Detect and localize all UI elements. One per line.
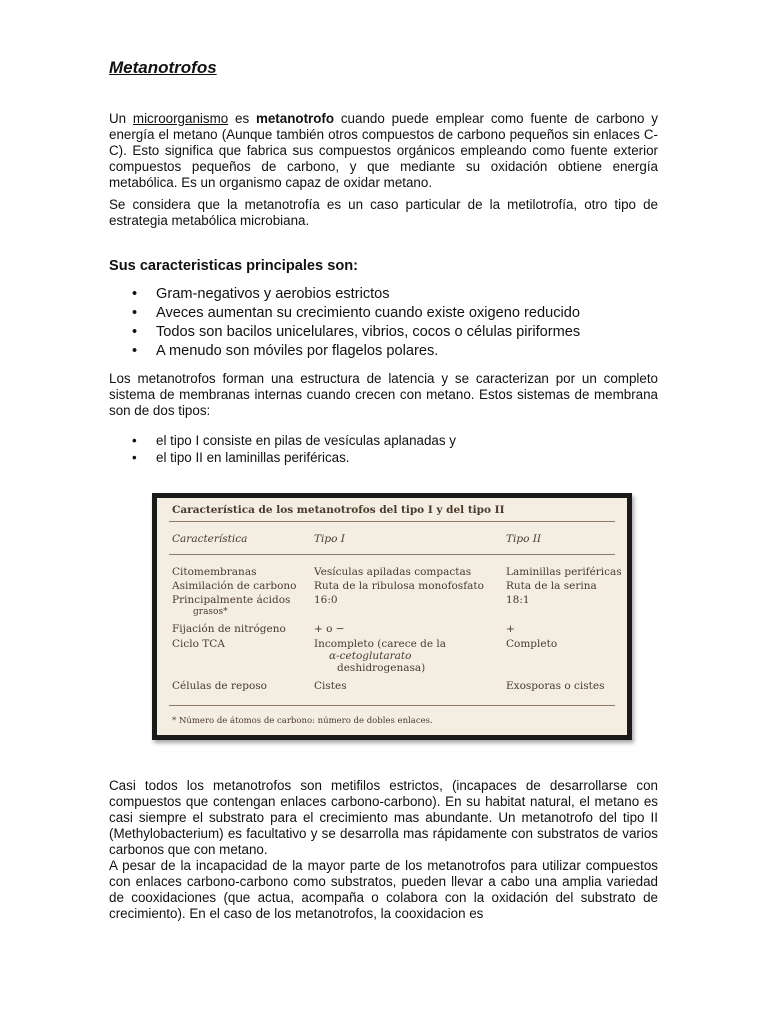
list-item-text: Todos son bacilos unicelulares, vibrios, cocos o células piriformes [156, 324, 581, 340]
list-item [109, 449, 456, 466]
table-cell: Ruta de la serina [506, 580, 597, 592]
table-cell: Laminillas periféricas [506, 566, 622, 578]
list-item-text: el tipo I consiste en pilas de vesículas aplanadas y [156, 433, 456, 448]
list-item-text: Aveces aumentan su crecimiento cuando existe oxigeno reducido [156, 305, 581, 321]
list-item-text: Gram-negativos y aerobios estrictos [156, 286, 390, 302]
table-cell: deshidrogenasa) [337, 662, 426, 674]
list-item-text: el tipo II en laminillas periféricas. [156, 450, 350, 465]
bullet-icon: • [132, 286, 138, 302]
table-cell: Principalmente ácidos [172, 594, 291, 606]
header-tipo-1: Tipo I [314, 533, 345, 545]
page-title: Metanotrofos [109, 58, 217, 77]
table-cell: Exosporas o cistes [506, 680, 605, 692]
table-cell: Completo [506, 638, 558, 650]
figure-rule-bottom [169, 705, 615, 706]
table-cell: Fijación de nitrógeno [172, 623, 286, 635]
membrane-types-list [109, 432, 456, 466]
intro-text-rest: cuando puede emplear como fuente de carbono y energía el metano (Aunque también otros compuestos de carbono pequeños sin enlaces C-C). Esto significa que fabrica sus compuestos orgánicos empleando como fuente exterior compuestos pequeños de carbono, y que mediante su oxidación obtiene energía metabólica. Es un organismo capaz de oxidar metano. [109, 111, 658, 190]
figure-rule-header [169, 554, 615, 555]
bullet-icon: • [132, 433, 137, 448]
intro-text-mid: es [228, 111, 256, 126]
figure-title: Característica de los metanotrofos del tipo I y del tipo II [172, 504, 505, 516]
table-cell: Citomembranas [172, 566, 257, 578]
table-cell: + [506, 623, 515, 635]
table-cell: 18:1 [506, 594, 530, 606]
table-cell: 16:0 [314, 594, 338, 606]
table-cell: Ciclo TCA [172, 638, 225, 650]
intro-paragraph-2: Se considera que la metanotrofía es un caso particular de la metilotrofía, otro tipo de estrategia metabólica microbiana. [109, 197, 658, 228]
bullet-icon: • [132, 305, 138, 321]
list-item [109, 304, 580, 323]
body-paragraph-1: Casi todos los metanotrofos son metifilos estrictos, (incapaces de desarrollarse con compuestos que contengan enlaces carbono-carbono). En su habitat natural, el metano es casi siempre el substrato para el crecimiento mas abundante. Un metanotrofo del tipo II (Methylobacterium) es facultativo y se desarrolla mas rápidamente con substratos de varios carbonos que con metano. [109, 778, 658, 857]
table-cell: grasos* [193, 607, 228, 617]
header-tipo-2: Tipo II [506, 533, 542, 545]
table-cell: Vesículas apiladas compactas [314, 566, 472, 578]
figure-rule-top [169, 521, 615, 522]
bullet-icon: • [132, 324, 138, 340]
table-cell: Asimilación de carbono [172, 580, 297, 592]
table-cell: α-cetoglutarato [329, 650, 412, 662]
metanotrofo-bold: metanotrofo [255, 111, 335, 126]
intro-paragraph-1 [109, 111, 658, 191]
list-item [109, 432, 456, 449]
microorganismo-link[interactable]: microorganismo [132, 111, 229, 126]
table-cell: Cistes [314, 680, 347, 692]
table-cell: Células de reposo [172, 680, 267, 692]
list-item [109, 285, 580, 304]
table-cell: Incompleto (carece de la [314, 638, 447, 650]
latency-paragraph: Los metanotrofos forman una estructura de latencia y se caracterizan por un completo sistema de membranas internas cuando crecen con metano. Estos sistemas de membrana son de dos tipos: [109, 371, 658, 418]
comparison-table-figure [152, 493, 632, 740]
bullet-icon: • [132, 450, 137, 465]
table-cell: Ruta de la ribulosa monofosfato [314, 580, 484, 592]
header-caracteristica: Característica [172, 533, 248, 545]
list-item-text: A menudo son móviles por flagelos polares. [156, 343, 439, 359]
list-item [109, 342, 580, 361]
figure-footnote: * Número de átomos de carbono: número de dobles enlaces. [172, 716, 433, 726]
bullet-icon: • [132, 343, 138, 359]
characteristics-list [109, 285, 580, 361]
figure-image [157, 498, 627, 735]
intro-text-pre: Un [109, 111, 133, 126]
characteristics-heading: Sus caracteristicas principales son: [109, 258, 359, 274]
table-cell: + o − [314, 623, 345, 635]
body-paragraph-2: A pesar de la incapacidad de la mayor parte de los metanotrofos para utilizar compuestos con enlaces carbono-carbono como substratos, pueden llevar a cabo una amplia variedad de cooxidaciones (que actua, acompaña o colabora con la oxidación del substrato de crecimiento). En el caso de los metanotrofos, la cooxidacion es [109, 858, 658, 921]
list-item [109, 323, 580, 342]
